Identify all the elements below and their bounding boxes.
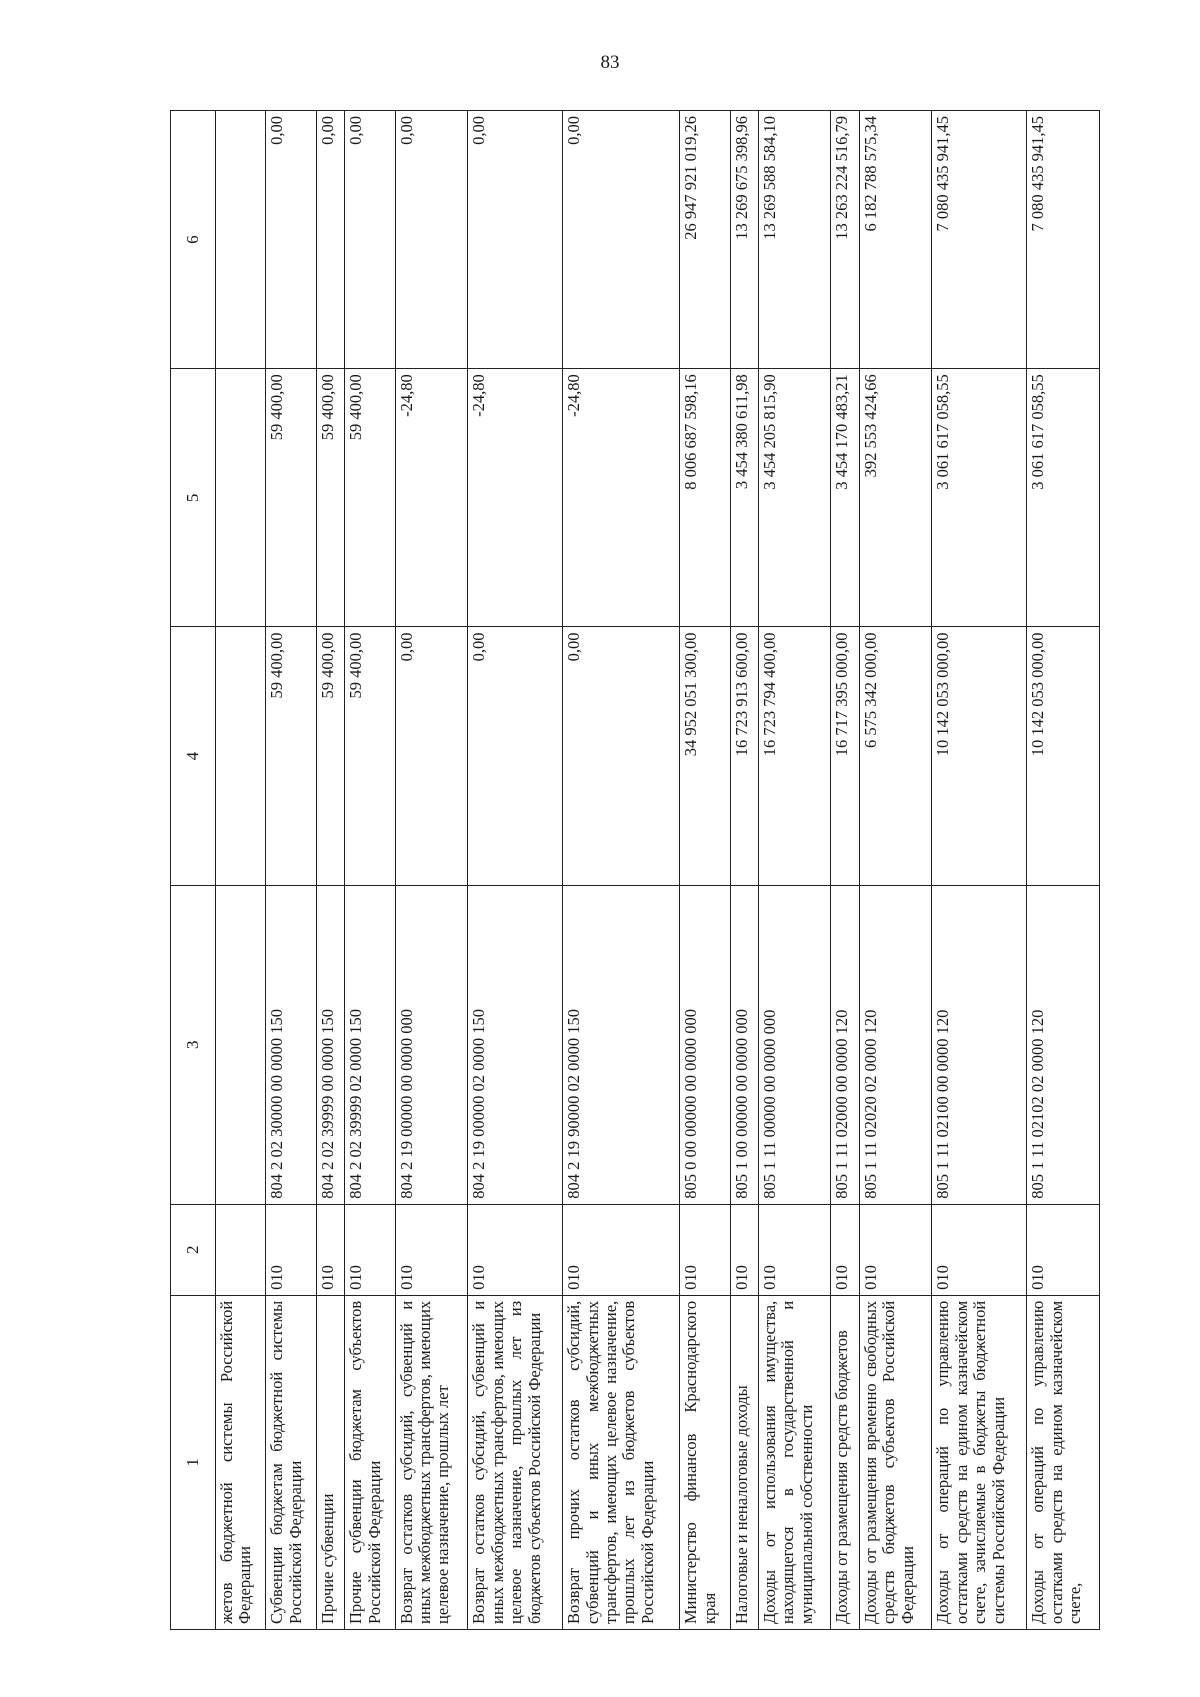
row-col6: 0,00 (345, 111, 395, 369)
row-col5: 392 553 424,66 (859, 369, 932, 627)
row-kbk: 805 0 00 00000 00 0000 000 (680, 885, 730, 1204)
row-col4: 16 717 395 000,00 (831, 627, 859, 885)
row-col5: 3 454 170 483,21 (831, 369, 859, 627)
row-kbk: 805 1 00 00000 00 0000 000 (730, 885, 758, 1204)
row-col5: -24,80 (563, 369, 680, 627)
row-col4: 59 400,00 (345, 627, 395, 885)
row-col6: 13 269 675 398,96 (730, 111, 758, 369)
row-col4: 10 142 053 000,00 (1027, 627, 1100, 885)
row-col4: 59 400,00 (316, 627, 344, 885)
row-code: 010 (680, 1204, 730, 1295)
row-col6: 0,00 (316, 111, 344, 369)
row-code: 010 (1027, 1204, 1100, 1295)
row-col5: 59 400,00 (316, 369, 344, 627)
row-col6: 0,00 (395, 111, 468, 369)
header-row (171, 111, 216, 1630)
table-row (266, 111, 316, 1630)
row-col4: 10 142 053 000,00 (932, 627, 1027, 885)
row-col6 (216, 111, 266, 369)
row-col4: 0,00 (395, 627, 468, 885)
row-name: Министерство финансов Краснодарского края (680, 1295, 730, 1629)
row-name: Доходы от размещения средств бюджетов (831, 1295, 859, 1629)
row-name: Возврат остатков субсидий, субвенций и иных межбюджетных трансфертов, имеющих целевое назначение, прошлых лет из бюджетов субъектов Российской Федерации (468, 1295, 563, 1629)
row-code: 010 (468, 1204, 563, 1295)
table-row (758, 111, 831, 1630)
table-row (216, 111, 266, 1630)
table-row (563, 111, 680, 1630)
header-col-1: 1 (171, 1295, 216, 1629)
row-kbk: 804 2 02 30000 00 0000 150 (266, 885, 316, 1204)
row-col5: 3 454 205 815,90 (758, 369, 831, 627)
row-col4 (216, 627, 266, 885)
row-col6: 13 269 588 584,10 (758, 111, 831, 369)
row-col4: 0,00 (468, 627, 563, 885)
row-kbk: 805 1 11 00000 00 0000 000 (758, 885, 831, 1204)
row-code: 010 (563, 1204, 680, 1295)
header-col-4: 4 (171, 627, 216, 885)
table-row (680, 111, 730, 1630)
table-row (730, 111, 758, 1630)
row-col6: 7 080 435 941,45 (1027, 111, 1100, 369)
row-col4: 34 952 051 300,00 (680, 627, 730, 885)
header-col-2: 2 (171, 1204, 216, 1295)
row-name: Прочие субвенции бюджетам субъектов Российской Федерации (345, 1295, 395, 1629)
row-col5: 3 454 380 611,98 (730, 369, 758, 627)
row-name: Доходы от операций по управлению остатками средств на едином казначейском счете, зачисляемые в бюджеты бюджетной системы Российской Федерации (932, 1295, 1027, 1629)
row-kbk: 805 1 11 02100 00 0000 120 (932, 885, 1027, 1204)
rotated-table-frame (170, 110, 1100, 1630)
row-code: 010 (859, 1204, 932, 1295)
table-row (1027, 111, 1100, 1630)
header-col-6: 6 (171, 111, 216, 369)
row-kbk: 805 1 11 02000 00 0000 120 (831, 885, 859, 1204)
row-col4: 0,00 (563, 627, 680, 885)
table-row (468, 111, 563, 1630)
row-col6: 0,00 (266, 111, 316, 369)
row-code (216, 1204, 266, 1295)
row-col4: 16 723 913 600,00 (730, 627, 758, 885)
row-code: 010 (730, 1204, 758, 1295)
row-name: Возврат остатков субсидий, субвенций и иных межбюджетных трансфертов, имеющих целевое назначение, прошлых лет (395, 1295, 468, 1629)
row-name: Прочие субвенции (316, 1295, 344, 1629)
row-col5: 59 400,00 (266, 369, 316, 627)
row-kbk: 804 2 19 00000 02 0000 150 (468, 885, 563, 1204)
row-name: жетов бюджетной системы Российской Федерации (216, 1295, 266, 1629)
row-col6: 0,00 (563, 111, 680, 369)
row-col5: -24,80 (395, 369, 468, 627)
page-number: 83 (600, 52, 620, 73)
row-name: Доходы от размещения временно свободных средств бюджетов субъектов Российской Федерации (859, 1295, 932, 1629)
row-col6: 7 080 435 941,45 (932, 111, 1027, 369)
row-code: 010 (758, 1204, 831, 1295)
row-name: Доходы от использования имущества, находящегося в государственной и муниципальной собственности (758, 1295, 831, 1629)
row-col4: 16 723 794 400,00 (758, 627, 831, 885)
row-name: Налоговые и неналоговые доходы (730, 1295, 758, 1629)
row-col5: 3 061 617 058,55 (932, 369, 1027, 627)
row-col5: 8 006 687 598,16 (680, 369, 730, 627)
row-kbk: 805 1 11 02102 02 0000 120 (1027, 885, 1100, 1204)
row-kbk: 804 2 19 00000 00 0000 000 (395, 885, 468, 1204)
row-name: Субвенции бюджетам бюджетной системы Российской Федерации (266, 1295, 316, 1629)
header-col-5: 5 (171, 369, 216, 627)
row-code: 010 (266, 1204, 316, 1295)
row-col5: 59 400,00 (345, 369, 395, 627)
table-row (932, 111, 1027, 1630)
row-name: Возврат прочих остатков субсидий, субвенций и иных межбюджетных трансфертов, имеющих целевое назначение, прошлых лет из бюджетов субъектов Российской Федерации (563, 1295, 680, 1629)
table-row (859, 111, 932, 1630)
budget-table (170, 110, 1100, 1630)
header-col-3: 3 (171, 885, 216, 1204)
row-code: 010 (932, 1204, 1027, 1295)
row-col4: 6 575 342 000,00 (859, 627, 932, 885)
row-kbk (216, 885, 266, 1204)
table-row (395, 111, 468, 1630)
row-code: 010 (395, 1204, 468, 1295)
row-code: 010 (345, 1204, 395, 1295)
row-kbk: 804 2 02 39999 00 0000 150 (316, 885, 344, 1204)
row-col5: -24,80 (468, 369, 563, 627)
row-kbk: 804 2 19 90000 02 0000 150 (563, 885, 680, 1204)
row-name: Доходы от операций по управлению остатками средств на едином казначейском счете, (1027, 1295, 1100, 1629)
table-row (345, 111, 395, 1630)
rotated-table-wrapper (170, 110, 1100, 1630)
row-code: 010 (316, 1204, 344, 1295)
row-col4: 59 400,00 (266, 627, 316, 885)
row-col5: 3 061 617 058,55 (1027, 369, 1100, 627)
row-code: 010 (831, 1204, 859, 1295)
row-col5 (216, 369, 266, 627)
row-col6: 6 182 788 575,34 (859, 111, 932, 369)
row-kbk: 805 1 11 02020 02 0000 120 (859, 885, 932, 1204)
row-col6: 0,00 (468, 111, 563, 369)
row-col6: 26 947 921 019,26 (680, 111, 730, 369)
row-kbk: 804 2 02 39999 02 0000 150 (345, 885, 395, 1204)
row-col6: 13 263 224 516,79 (831, 111, 859, 369)
table-row (316, 111, 344, 1630)
table-row (831, 111, 859, 1630)
